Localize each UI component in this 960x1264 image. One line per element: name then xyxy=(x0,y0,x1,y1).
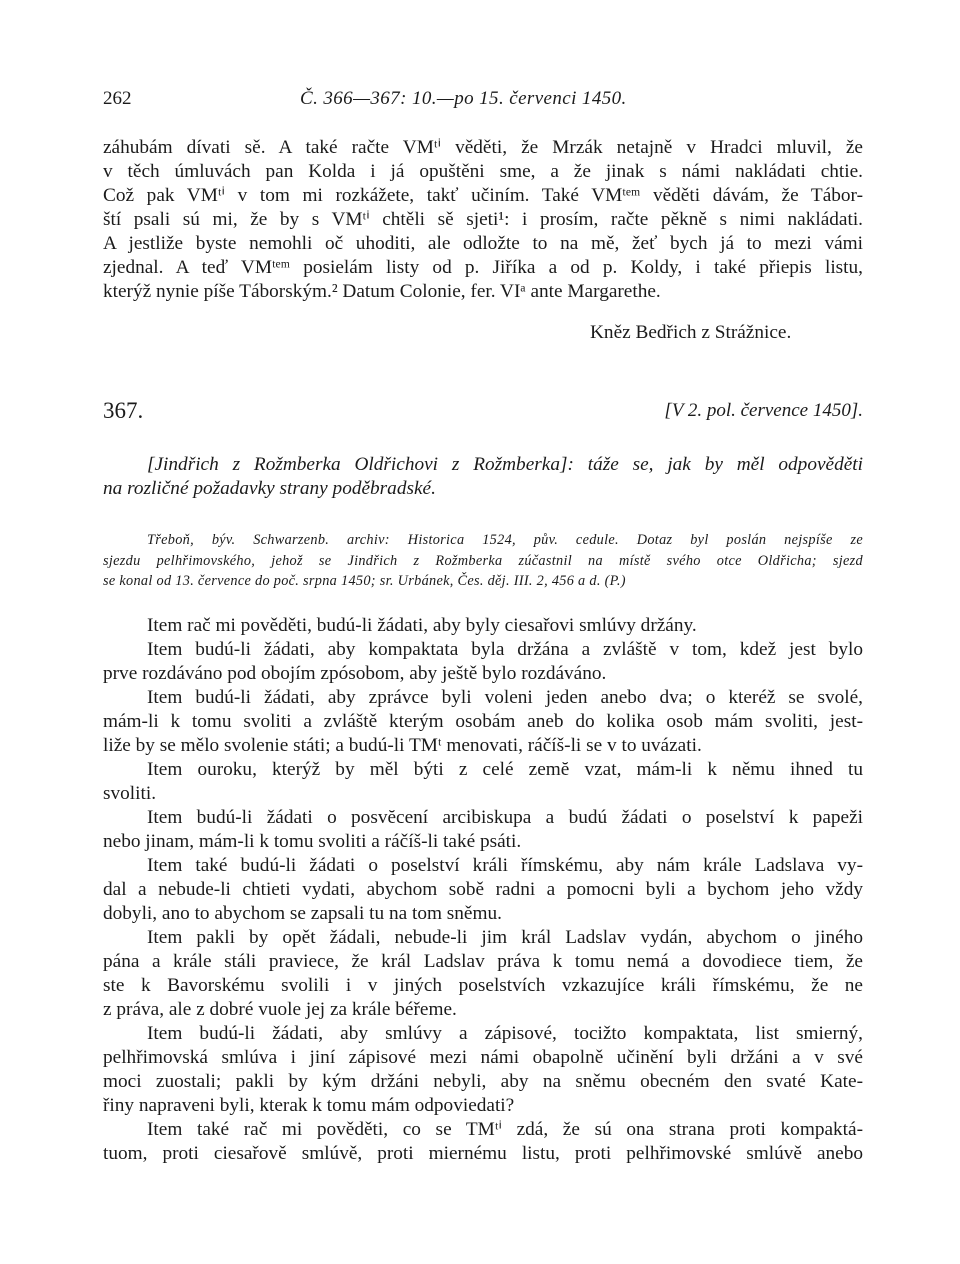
apparatus-line: se konal od 13. července do poč. srpna 1450; sr. Urbánek, Čes. děj. III. 2, 456 a d. (P.) xyxy=(103,573,626,589)
critical-apparatus xyxy=(103,530,863,592)
body-line: Item rač mi pověděti, budú-li žádati, aby byly ciesařovi smlúvy držány. xyxy=(147,615,697,636)
body-line: liže by se mělo svolenie státi; a budú-li TMᵗ menovati, ráčíš-li se v to uvázati. xyxy=(103,735,702,756)
text-line: ští psali sú mi, že by s VMᵗⁱ chtěli sě sjeti¹: i prosím, račte pěkně s nimi nakládati. xyxy=(103,209,863,230)
body-line: Item budú-li žádati o posvĕcení arcibiskupa a budú žádati o poselství k papeži xyxy=(147,807,863,828)
body-line: moci zuostali; pakli by kým držáni nebyli, aby na sněmu obecném den svaté Kate- xyxy=(103,1071,863,1092)
text-line: zjednal. A teď VMᵗᵉᵐ posielám listy od p. Jiříka a od p. Koldy, i také přiepis listu, xyxy=(103,257,863,278)
text-line: v těch úmluvách pan Kolda i já opuštěni sme, a že jinak s námi nakládati chtie. xyxy=(103,161,863,182)
apparatus-line: sjezdu pelhřimovského, jehož se Jindřich z Rožmberka zúčastnil na místě svého otce Oldřicha; sjezd xyxy=(103,552,863,569)
document-date: [V 2. pol. července 1450]. xyxy=(664,400,863,421)
page-number: 262 xyxy=(103,88,132,109)
body-line: Item ouroku, kterýž by měl býti z celé zemĕ vzat, mám-li k němu ihned tu xyxy=(147,759,863,780)
text-line: záhubám dívati sě. A také račte VMᵗⁱ věděti, že Mrzák netajně v Hradci mluvil, že xyxy=(103,137,863,158)
text-line: A jestliže byste nemohli oč uhoditi, ale odložte to na mě, žeť bych já to mezi vámi xyxy=(103,233,863,254)
body-line: prve rozdáváno pod obojím zpósobom, aby ještě bylo rozdáváno. xyxy=(103,663,607,684)
letter-continuation xyxy=(103,136,863,304)
document-number: 367. xyxy=(103,398,144,423)
body-line: pelhřimovská smlúva i jiní zápisové mezi námi obapolně učinění byli držáni a v své xyxy=(103,1047,863,1068)
regest-line: [Jindřich z Rožmberka Oldřichovi z Rožmberka]: táže se, jak by měl odpověděti xyxy=(147,454,863,475)
body-line: Item budú-li žádati, aby smlúvy a zápisové, tocižto kompaktata, list smierný, xyxy=(147,1023,863,1044)
body-line: nebo jinam, mám-li k tomu svoliti a ráčíš-li také psáti. xyxy=(103,831,522,852)
body-line: Item budú-li žádati, aby zprávce byli voleni jeden anebo dva; o kteréž se svolé, xyxy=(147,687,863,708)
text-line: Což pak VMᵗⁱ v tom mi rozkážete, takť učiním. Také VMᵗᵉᵐ věděti dávám, že Tábor- xyxy=(103,185,863,206)
body-text xyxy=(103,614,863,1166)
body-line: Item také rač mi pověděti, co se TMᵗⁱ zdá, že sú ona strana proti kompaktá- xyxy=(147,1119,863,1140)
body-line: tuom, proti ciesařově smlúvě, proti miernému listu, proti pelhřimovské smlúvě anebo xyxy=(103,1143,863,1164)
regest-line: na rozličné požadavky strany poděbradské. xyxy=(103,478,436,499)
body-line: ste k Bavorskému svolili i v jiných poselstvích vzkazujíce králi římskému, že ne xyxy=(103,975,863,996)
body-line: z práva, ale z dobré vuole jej za krále béřeme. xyxy=(103,999,457,1020)
running-title: Č. 366—367: 10.—po 15. červenci 1450. xyxy=(300,88,627,109)
body-line: řiny napraveni byli, kterak k tomu mám odpoviedati? xyxy=(103,1095,515,1116)
apparatus-line: Třeboň, býv. Schwarzenb. archiv: Historica 1524, pův. cedule. Dotaz byl poslán nejspíše ze xyxy=(147,532,863,548)
text-line: kterýž nynie píše Táborským.² Datum Colonie, fer. VIᵃ ante Margarethe. xyxy=(103,281,661,302)
body-line: mám-li k tomu svoliti a zvláště kterým osobám aneb do kolika osob mám svoliti, jest- xyxy=(103,711,863,732)
body-line: Item také budú-li žádati o poselství králi římskému, aby nám krále Ladslava vy- xyxy=(147,855,863,876)
page-header xyxy=(103,88,863,116)
body-line: Item budú-li žádati, aby kompaktata byla držána a zvláště v tom, kdež jest bylo xyxy=(147,639,863,660)
body-line: svoliti. xyxy=(103,783,157,804)
signature: Kněz Bedřich z Strážnice. xyxy=(590,322,792,343)
regest xyxy=(103,453,863,501)
body-line: Item pakli by opět žádali, nebude-li jim král Ladslav vydán, abychom o jiného xyxy=(147,927,863,948)
body-line: pána a krále stáli praviece, že král Ladslav práva k tomu nemá a dovodiece tiem, že xyxy=(103,951,863,972)
body-line: dobyli, ano to abychom se zapsali tu na tom sněmu. xyxy=(103,903,502,924)
body-line: dal a nebude-li chtieti vydati, abychom sobě radni a pomocni byli a bychom jeho vždy xyxy=(103,879,863,900)
